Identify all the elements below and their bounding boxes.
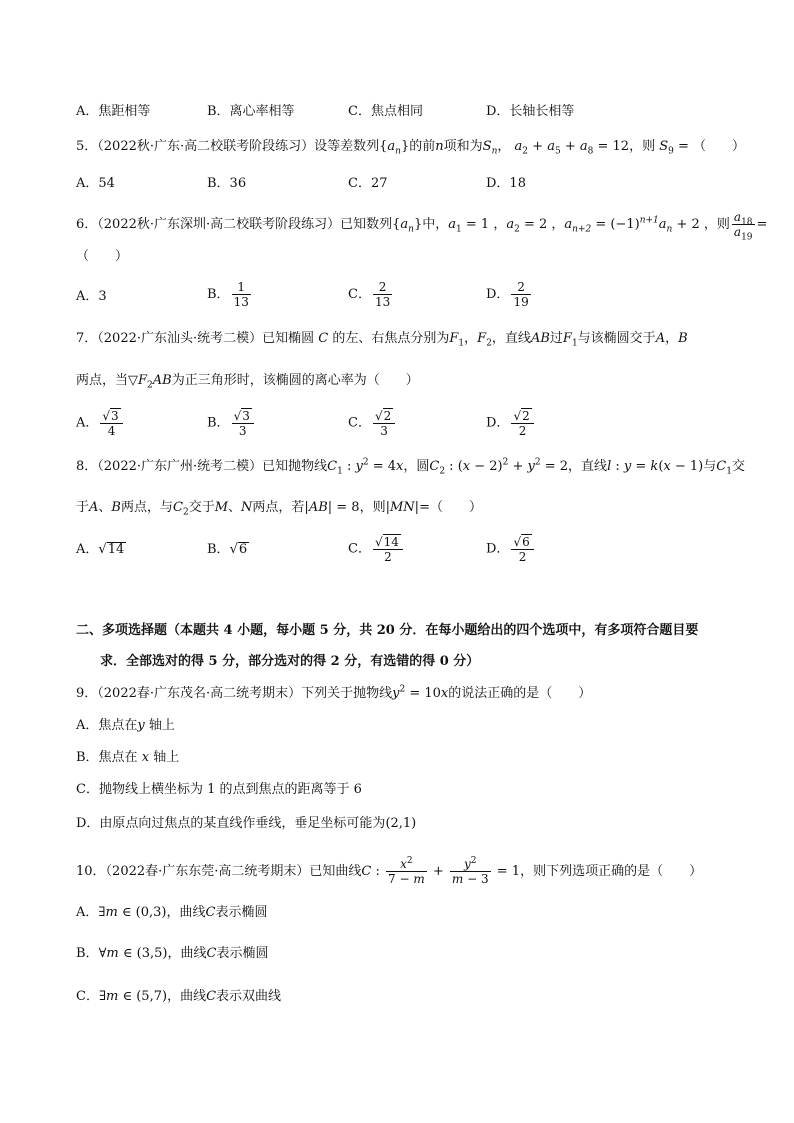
q10-option-c-end: 表示双曲线 — [216, 989, 282, 1004]
q10-option-c[interactable]: C．∃m ∈ (5,7)，曲线C表示双曲线 — [76, 989, 282, 1004]
q5-stem-text: 5．（2022秋·广东·高二校联考阶段练习）设等差数列 — [76, 139, 380, 154]
q10-option-b-interval: (3,5) — [136, 946, 168, 961]
q4-option-b[interactable]: B．离心率相等 — [207, 104, 295, 119]
q5-stem-text-4: ， — [497, 139, 511, 154]
q5-option-d[interactable]: D．18 — [486, 176, 526, 191]
q10-option-a[interactable]: A．∃m ∈ (0,3)，曲线C表示椭圆 — [76, 905, 268, 920]
q8-line2-text-6: =（ ） — [419, 500, 482, 515]
q8-option-b-label: B． — [207, 542, 230, 557]
q7-option-c-rad: 2 — [383, 409, 392, 423]
q9-stem-text-2: 的说法正确的是（ ） — [448, 686, 592, 701]
q10-stem-text: 10．（2022春·广东东莞·高二统考期末）已知曲线 — [76, 864, 362, 879]
q8-stem-text: 8．（2022·广东广州·统考二模）已知抛物线 — [76, 459, 328, 474]
q6-option-a-label: A． — [76, 289, 99, 304]
q6-option-d[interactable] — [486, 280, 533, 309]
q9-stem-text: 9．（2022春·广东茂名·高二统考期末）下列关于抛物线 — [76, 686, 393, 701]
q8-stem: 8．（2022·广东广州·统考二模）已知抛物线$C_1$ : $y^2 = 4x$，圆$C_2$ : $(x - 2)^2 + y^2 = 2$，直线l : y = k(x − 1)与$C_1$交 — [76, 457, 745, 477]
q10-option-a-interval: (0,3) — [135, 905, 167, 920]
q10-option-b-label: B． — [76, 946, 99, 961]
q6-option-b-label: B． — [207, 287, 230, 302]
q5-option-c[interactable]: C．27 — [348, 176, 388, 191]
q8-stem-text-3: ，直线 — [568, 459, 608, 474]
q8-stem-line2: 于A、B两点，与$C_2$交于M、N两点，若|AB| = 8，则|MN|=（ ） — [76, 500, 482, 518]
q8-option-c[interactable]: C． $\frac{√14}{2}$ — [348, 534, 405, 564]
q7-stem: 7．（2022·广东汕头·统考二模）已知椭圆 C 的左、右焦点分别为$F_1$，$F_2$，直线AB过$F_1$与该椭圆交于A，B — [76, 331, 688, 349]
q7-option-d-den: 2 — [518, 424, 527, 438]
q8-stem-text-4: 与 — [703, 459, 717, 474]
q7-stem-text-5: 与该椭圆交于 — [577, 331, 656, 346]
q6-option-d-label: D． — [486, 287, 510, 302]
q10-option-b-mid: ，曲线 — [167, 946, 207, 961]
section2-title-line2: 求．全部选对的得 5 分，部分选对的得 2 分，有选错的得 0 分） — [100, 654, 480, 669]
q7-option-c-den: 3 — [380, 424, 388, 438]
q8-option-c-label: C． — [348, 541, 371, 557]
section2-title: 二、多项选择题（本题共 4 小题，每小题 5 分，共 20 分．在每小题给出的四个选项中，有多项符合题目要 — [76, 623, 699, 638]
q8-line2-text: 于 — [76, 500, 90, 515]
q8-line2-text-5: ，则 — [359, 500, 386, 515]
q8-stem-text-2: ，圆 — [403, 459, 430, 474]
q8-option-d-den: 2 — [518, 550, 527, 564]
q6-option-c[interactable] — [348, 280, 394, 309]
q9-stem: 9．（2022春·广东茂名·高二统考期末）下列关于抛物线$y^2 = 10x$的说法正确的是（ ） — [76, 684, 592, 701]
q7-option-a-rad: 3 — [111, 409, 119, 423]
q7-option-d[interactable]: D． $\frac{√2}{2}$ — [486, 408, 536, 438]
q10-stem: 10．（2022春·广东东莞·高二统考期末）已知曲线C : $\frac{x^2}{7 - m}$ + $\frac{y^2}{m - 3}$ = 1，则下列选项正确的是（ ） — [76, 856, 703, 886]
q8-option-b[interactable]: B．√6 — [207, 542, 248, 557]
q6-paren: （ ） — [76, 249, 129, 264]
q6-option-c-den: 13 — [374, 295, 391, 309]
q9-option-b-text: B．焦点在 — [76, 750, 138, 765]
q10-option-c-mid: ，曲线 — [167, 989, 207, 1004]
q6-option-d-den: 19 — [513, 295, 529, 309]
q5-option-b[interactable]: B．36 — [207, 176, 247, 191]
q6-stem-text: 6．（2022秋·广东深圳·高二校联考阶段练习）已知数列 — [76, 217, 393, 232]
q8-option-c-den: 2 — [384, 550, 392, 564]
q5-option-a[interactable]: A．54 — [76, 176, 115, 191]
q6-option-d-num: 2 — [511, 280, 530, 295]
q10-option-a-end: 表示椭圆 — [215, 905, 268, 920]
q7-option-a[interactable]: A． $\frac{√3}{4}$ — [76, 408, 125, 438]
q7-option-b-rad: 3 — [242, 409, 250, 423]
q7-option-c-label: C． — [348, 415, 371, 431]
q8-option-a[interactable]: A．√14 — [76, 542, 125, 557]
q4-option-d[interactable]: D．长轴长相等 — [486, 104, 575, 119]
q8-option-d-label: D． — [486, 541, 510, 557]
q10-stem-text-2: ，则下列选项正确的是（ ） — [520, 864, 703, 879]
q8-line2-text-3: 交于 — [188, 500, 215, 515]
q10-option-b[interactable]: B．∀m ∈ (3,5)，曲线C表示椭圆 — [76, 946, 269, 961]
q5-stem-text-3: 项和为 — [443, 139, 483, 154]
q6-option-b-den: 13 — [233, 295, 249, 309]
q7-stem-text-7: 为正三角形时，该椭圆的离心率为（ ） — [171, 373, 419, 388]
q9-option-a-end: 轴上 — [148, 718, 175, 733]
q8-option-b-rad: 6 — [238, 542, 248, 557]
q7-option-b-label: B． — [207, 415, 230, 431]
q10-option-b-end: 表示椭圆 — [216, 946, 269, 961]
q7-stem-line2: 两点，当$▽F_2AB$为正三角形时，该椭圆的离心率为（ ） — [76, 373, 419, 391]
q7-stem-text: 7．（2022·广东汕头·统考二模）已知椭圆 — [76, 331, 315, 346]
q5-stem-text-2: 的前 — [409, 139, 436, 154]
q6-option-b-num: 1 — [232, 280, 251, 295]
q9-option-d-text: D．由原点向过焦点的某直线作垂线，垂足坐标可能为 — [76, 816, 386, 831]
q9-option-c[interactable]: C．抛物线上横坐标为 1 的点到焦点的距离等于 6 — [76, 782, 362, 797]
q7-option-a-den: 4 — [107, 424, 116, 438]
q6-option-c-label: C． — [348, 287, 371, 302]
q8-line2-text-4: 两点，若 — [252, 500, 305, 515]
q4-option-c[interactable]: C．焦点相同 — [348, 104, 423, 119]
q9-option-a-text: A．焦点在 — [76, 718, 138, 733]
q8-option-c-rad: 14 — [383, 535, 399, 549]
q9-option-a[interactable]: A．焦点在y 轴上 — [76, 718, 175, 733]
q8-stem-text-5: 交 — [731, 459, 745, 474]
q10-option-a-mid: ，曲线 — [166, 905, 206, 920]
q5-stem-eq: = 12，则 — [597, 139, 656, 154]
q10-option-c-interval: (5,7) — [136, 989, 168, 1004]
q6-option-a[interactable] — [76, 287, 107, 307]
q8-option-a-rad: 14 — [107, 542, 125, 557]
q6-stem-text-2: 中， — [422, 217, 449, 232]
q7-option-b[interactable]: B． $\frac{√3}{3}$ — [207, 408, 256, 438]
q9-option-d[interactable] — [76, 814, 734, 834]
q6-stem: 6．（2022秋·广东深圳·高二校联考阶段练习）已知数列$\{a_n\}$中，$a_1 = 1$ ，$a_2 = 2$ ，$a_{n+2} = (-1)^{n+1}a_n + 2$ ，则 $\frac{a_{18}}{a_{19}}$ = — [76, 210, 768, 243]
q7-stem-text-2: 的左、右焦点分别为 — [332, 331, 450, 346]
q7-option-a-label: A． — [76, 415, 99, 431]
q6-option-a-value: 3 — [98, 289, 107, 304]
q6-option-b[interactable] — [207, 280, 253, 309]
q7-option-d-rad: 2 — [522, 409, 530, 423]
q6-option-c-num: 2 — [373, 280, 392, 295]
q8-option-d[interactable]: D． $\frac{√6}{2}$ — [486, 534, 536, 564]
q9-option-b-end: 轴上 — [153, 750, 180, 765]
q9-option-d-coord: (2,1) — [385, 816, 417, 831]
q7-option-c[interactable]: C． $\frac{√2}{3}$ — [348, 408, 397, 438]
q7-option-d-label: D． — [486, 415, 510, 431]
q7-option-b-den: 3 — [238, 424, 247, 438]
q8-option-a-label: A． — [76, 542, 99, 557]
q7-stem-text-4: 过 — [549, 331, 563, 346]
q5-stem-end: = （ ） — [678, 139, 746, 154]
q10-option-c-label: C． — [76, 989, 99, 1004]
q6-stem-then: ，则 — [703, 217, 730, 232]
q10-option-a-label: A． — [76, 905, 99, 920]
q7-stem-text-6: 两点，当 — [76, 373, 129, 388]
q9-option-b[interactable]: B．焦点在 x 轴上 — [76, 750, 180, 765]
q4-option-a[interactable]: A．焦距相等 — [76, 104, 151, 119]
q7-stem-text-3: ，直线 — [491, 331, 531, 346]
q8-line2-text-2: 两点，与 — [120, 500, 173, 515]
q8-option-d-rad: 6 — [522, 535, 530, 549]
q5-stem: 5．（2022秋·广东·高二校联考阶段练习）设等差数列$\{a_n\}$的前n项和为$S_n$， $a_2 + a_5 + a_8 = 12$，则 $S_9$ = （ ） — [76, 139, 746, 157]
